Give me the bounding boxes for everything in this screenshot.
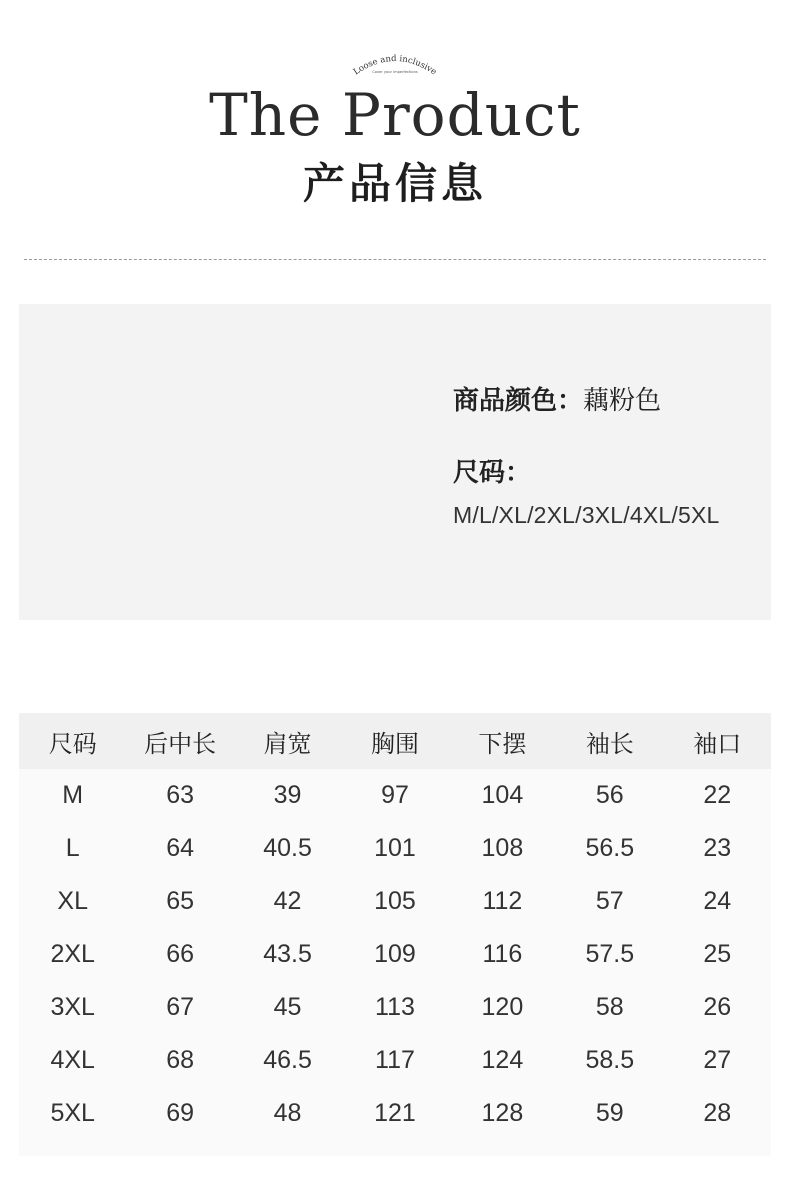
table-cell: 97 <box>381 781 409 809</box>
table-cell: 23 <box>703 834 732 862</box>
header <box>0 0 790 240</box>
table-cell: 63 <box>166 781 195 809</box>
table-cell: 69 <box>166 1099 195 1127</box>
table-row <box>19 769 771 822</box>
table-row <box>19 981 771 1034</box>
table-cell: 28 <box>703 1099 732 1127</box>
table-cell: 56 <box>595 781 624 809</box>
table-cell: 24 <box>703 887 732 915</box>
table-cell: 105 <box>374 887 416 915</box>
table-cell: 68 <box>166 1046 195 1074</box>
table-row <box>19 1087 771 1140</box>
table-cell: 120 <box>481 993 524 1021</box>
table-cell: 65 <box>166 887 195 915</box>
table-cell: 5XL <box>50 1099 95 1127</box>
color-label: 商品颜色： <box>453 385 584 415</box>
column-header: 尺码 <box>19 713 126 769</box>
tagline-bottom: Cover your imperfections <box>372 70 418 74</box>
table-cell: 39 <box>273 781 302 809</box>
table-row <box>19 1034 771 1087</box>
table-cell: 25 <box>703 940 732 968</box>
column-header: 后中长 <box>126 713 233 769</box>
table-cell: 117 <box>375 1046 415 1074</box>
column-header: 下摆 <box>449 713 556 769</box>
table-cell: 48 <box>273 1099 302 1127</box>
column-header: 袖长 <box>556 713 663 769</box>
table-cell: 67 <box>166 993 195 1021</box>
table-cell: 57 <box>595 887 624 915</box>
size-label: 尺码： <box>453 457 532 487</box>
column-header: 袖口 <box>664 713 771 769</box>
tagline-arc <box>345 48 445 82</box>
product-info-panel <box>19 304 771 620</box>
table-cell: 58.5 <box>585 1046 635 1074</box>
table-cell: 112 <box>482 887 523 915</box>
table-cell: 121 <box>374 1099 416 1127</box>
table-cell: 4XL <box>50 1046 95 1074</box>
color-value: 藕粉色 <box>583 385 662 415</box>
table-header-row <box>19 713 771 769</box>
table-cell: 22 <box>703 781 732 809</box>
table-cell: M <box>62 781 84 809</box>
table-row <box>19 875 771 928</box>
table-cell: 124 <box>481 1046 524 1074</box>
table-cell: 57.5 <box>585 940 635 968</box>
size-table <box>19 713 771 1140</box>
table-cell: 116 <box>482 940 523 968</box>
table-cell: 128 <box>481 1099 524 1127</box>
table-cell: 59 <box>595 1099 624 1127</box>
table-cell: 43.5 <box>263 940 312 968</box>
tagline-top: Loose and inclusive <box>351 53 439 78</box>
table-cell: 46.5 <box>263 1046 312 1074</box>
table-cell: 40.5 <box>263 834 312 862</box>
table-cell: 27 <box>703 1046 732 1074</box>
table-body <box>19 769 771 1140</box>
table-cell: 113 <box>375 993 415 1021</box>
table-cell: 42 <box>273 887 302 915</box>
table-cell: 45 <box>273 993 302 1021</box>
table-cell: 109 <box>374 940 416 968</box>
table-cell: 108 <box>481 834 524 862</box>
table-cell: 26 <box>703 993 732 1021</box>
table-cell: 2XL <box>50 940 95 968</box>
size-chart <box>19 713 771 1156</box>
dashed-divider <box>24 259 766 260</box>
product-color <box>453 380 661 417</box>
page-title: The Product <box>209 81 581 149</box>
column-header: 肩宽 <box>234 713 341 769</box>
table-cell: 56.5 <box>585 834 635 862</box>
table-cell: 66 <box>166 940 195 968</box>
size-values: M/L/XL/2XL/3XL/4XL/5XL <box>453 502 720 528</box>
table-cell: 101 <box>374 834 416 862</box>
table-cell: 58 <box>595 993 624 1021</box>
table-row <box>19 928 771 981</box>
page-subtitle: 产品信息 <box>302 159 487 208</box>
column-header: 胸围 <box>341 713 448 769</box>
table-cell: XL <box>57 887 88 915</box>
table-cell: 64 <box>166 834 195 862</box>
table-cell: L <box>65 834 80 862</box>
table-row <box>19 822 771 875</box>
table-cell: 3XL <box>50 993 95 1021</box>
table-cell: 104 <box>481 781 524 809</box>
